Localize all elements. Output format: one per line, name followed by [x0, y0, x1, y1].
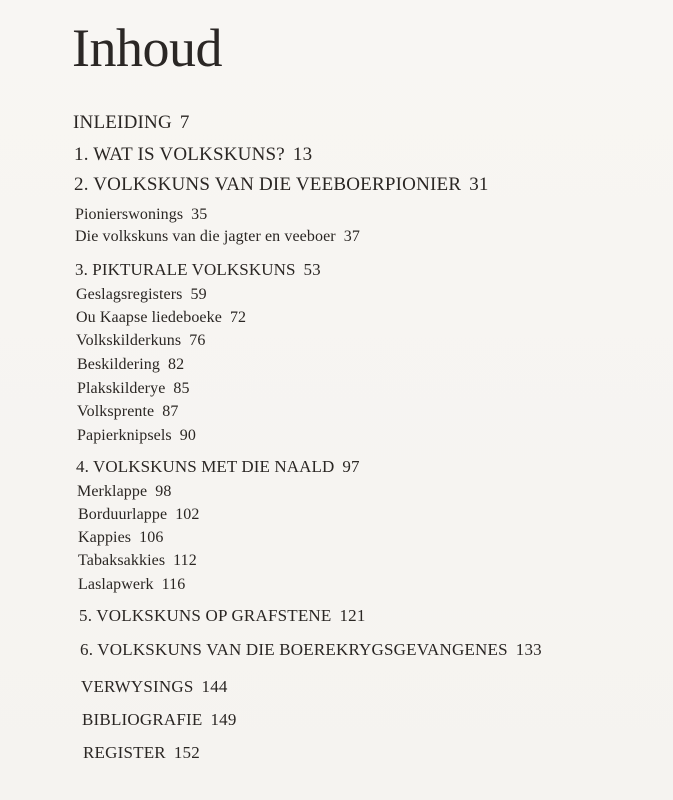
entry-page: 98 [155, 483, 172, 500]
entry-label: Kappies [78, 529, 132, 546]
entry-label: Papierknipsels [77, 427, 172, 444]
entry-page: 152 [173, 743, 200, 762]
entry-label: BIBLIOGRAFIE [82, 710, 203, 729]
entry-label: Merklappe [77, 483, 148, 500]
toc-entry-inleiding [73, 112, 190, 134]
entry-label: 4. VOLKSKUNS MET DIE NAALD [76, 457, 335, 476]
entry-page: 35 [191, 206, 208, 223]
entry-page: 13 [292, 144, 313, 165]
toc-entry-verwysings [81, 676, 228, 698]
entry-page: 85 [173, 380, 190, 397]
toc-entry-beskildering [77, 355, 184, 375]
entry-label: Plakskilderye [77, 380, 166, 397]
entry-page: 7 [179, 112, 190, 133]
toc-entry-chapter-1 [74, 144, 312, 166]
entry-label: Volksprente [77, 403, 155, 420]
entry-label: INLEIDING [73, 112, 172, 133]
entry-label: Die volkskuns van die jagter en veeboer [75, 228, 336, 245]
entry-label: 5. VOLKSKUNS OP GRAFSTENE [79, 606, 332, 625]
toc-entry-volksprente [77, 402, 178, 422]
entry-page: 87 [162, 403, 179, 420]
entry-label: Laslapwerk [78, 576, 154, 593]
entry-label: Pionierswonings [75, 206, 184, 223]
toc-entry-chapter-2 [74, 174, 489, 196]
toc-entry-laslapwerk [78, 575, 185, 595]
entry-page: 97 [342, 457, 360, 476]
toc-entry-kappies [78, 528, 163, 548]
entry-label: REGISTER [83, 743, 166, 762]
entry-label: Ou Kaapse liedeboeke [76, 309, 222, 326]
entry-page: 59 [190, 286, 207, 303]
entry-page: 90 [179, 427, 196, 444]
toc-entry-chapter-5 [79, 605, 366, 627]
toc-entry-geslagsregisters [76, 285, 207, 305]
entry-page: 82 [167, 356, 185, 373]
toc-entry-plakskilderye [77, 379, 190, 399]
entry-page: 149 [210, 710, 237, 729]
entry-label: 2. VOLKSKUNS VAN DIE VEEBOERPIONIER [74, 174, 462, 195]
entry-page: 102 [175, 506, 200, 523]
entry-label: VERWYSINGS [81, 677, 194, 696]
entry-label: Tabaksakkies [78, 552, 166, 569]
entry-page: 31 [469, 174, 489, 195]
toc-entry-merklappe [77, 482, 171, 502]
entry-page: 72 [229, 309, 247, 326]
toc-entry-volkskilderkuns [76, 331, 205, 351]
entry-label: Geslagsregisters [76, 286, 183, 303]
entry-page: 133 [515, 640, 542, 659]
entry-page: 121 [339, 606, 366, 625]
toc-entry-chapter-6 [80, 639, 542, 661]
toc-entry-chapter-4 [76, 457, 360, 477]
entry-label: 6. VOLKSKUNS VAN DIE BOEREKRYGSGEVANGENES [80, 640, 508, 659]
entry-label: 1. WAT IS VOLKSKUNS? [74, 144, 285, 165]
entry-page: 76 [189, 332, 206, 349]
entry-page: 37 [343, 228, 360, 245]
entry-label: 3. PIKTURALE VOLKSKUNS [75, 260, 296, 279]
entry-label: Volkskilderkuns [76, 332, 182, 349]
entry-page: 53 [303, 260, 321, 279]
toc-entry-jagter-veeboer [75, 227, 360, 247]
entry-page: 112 [173, 552, 197, 569]
entry-label: Borduurlappe [78, 506, 168, 523]
entry-label: Beskildering [77, 356, 160, 373]
toc-entry-borduurlappe [78, 505, 200, 525]
entry-page: 106 [139, 529, 164, 546]
toc-entry-pionierswonings [75, 205, 207, 225]
toc-entry-tabaksakkies [78, 551, 197, 571]
page-title: Inhoud [72, 18, 222, 78]
entry-page: 144 [201, 677, 228, 696]
toc-entry-liedeboeke [76, 308, 246, 328]
toc-entry-chapter-3 [75, 260, 321, 280]
toc-entry-bibliografie [82, 709, 237, 731]
toc-entry-papierknipsels [77, 426, 196, 446]
toc-entry-register [83, 742, 200, 764]
entry-page: 116 [161, 576, 186, 593]
